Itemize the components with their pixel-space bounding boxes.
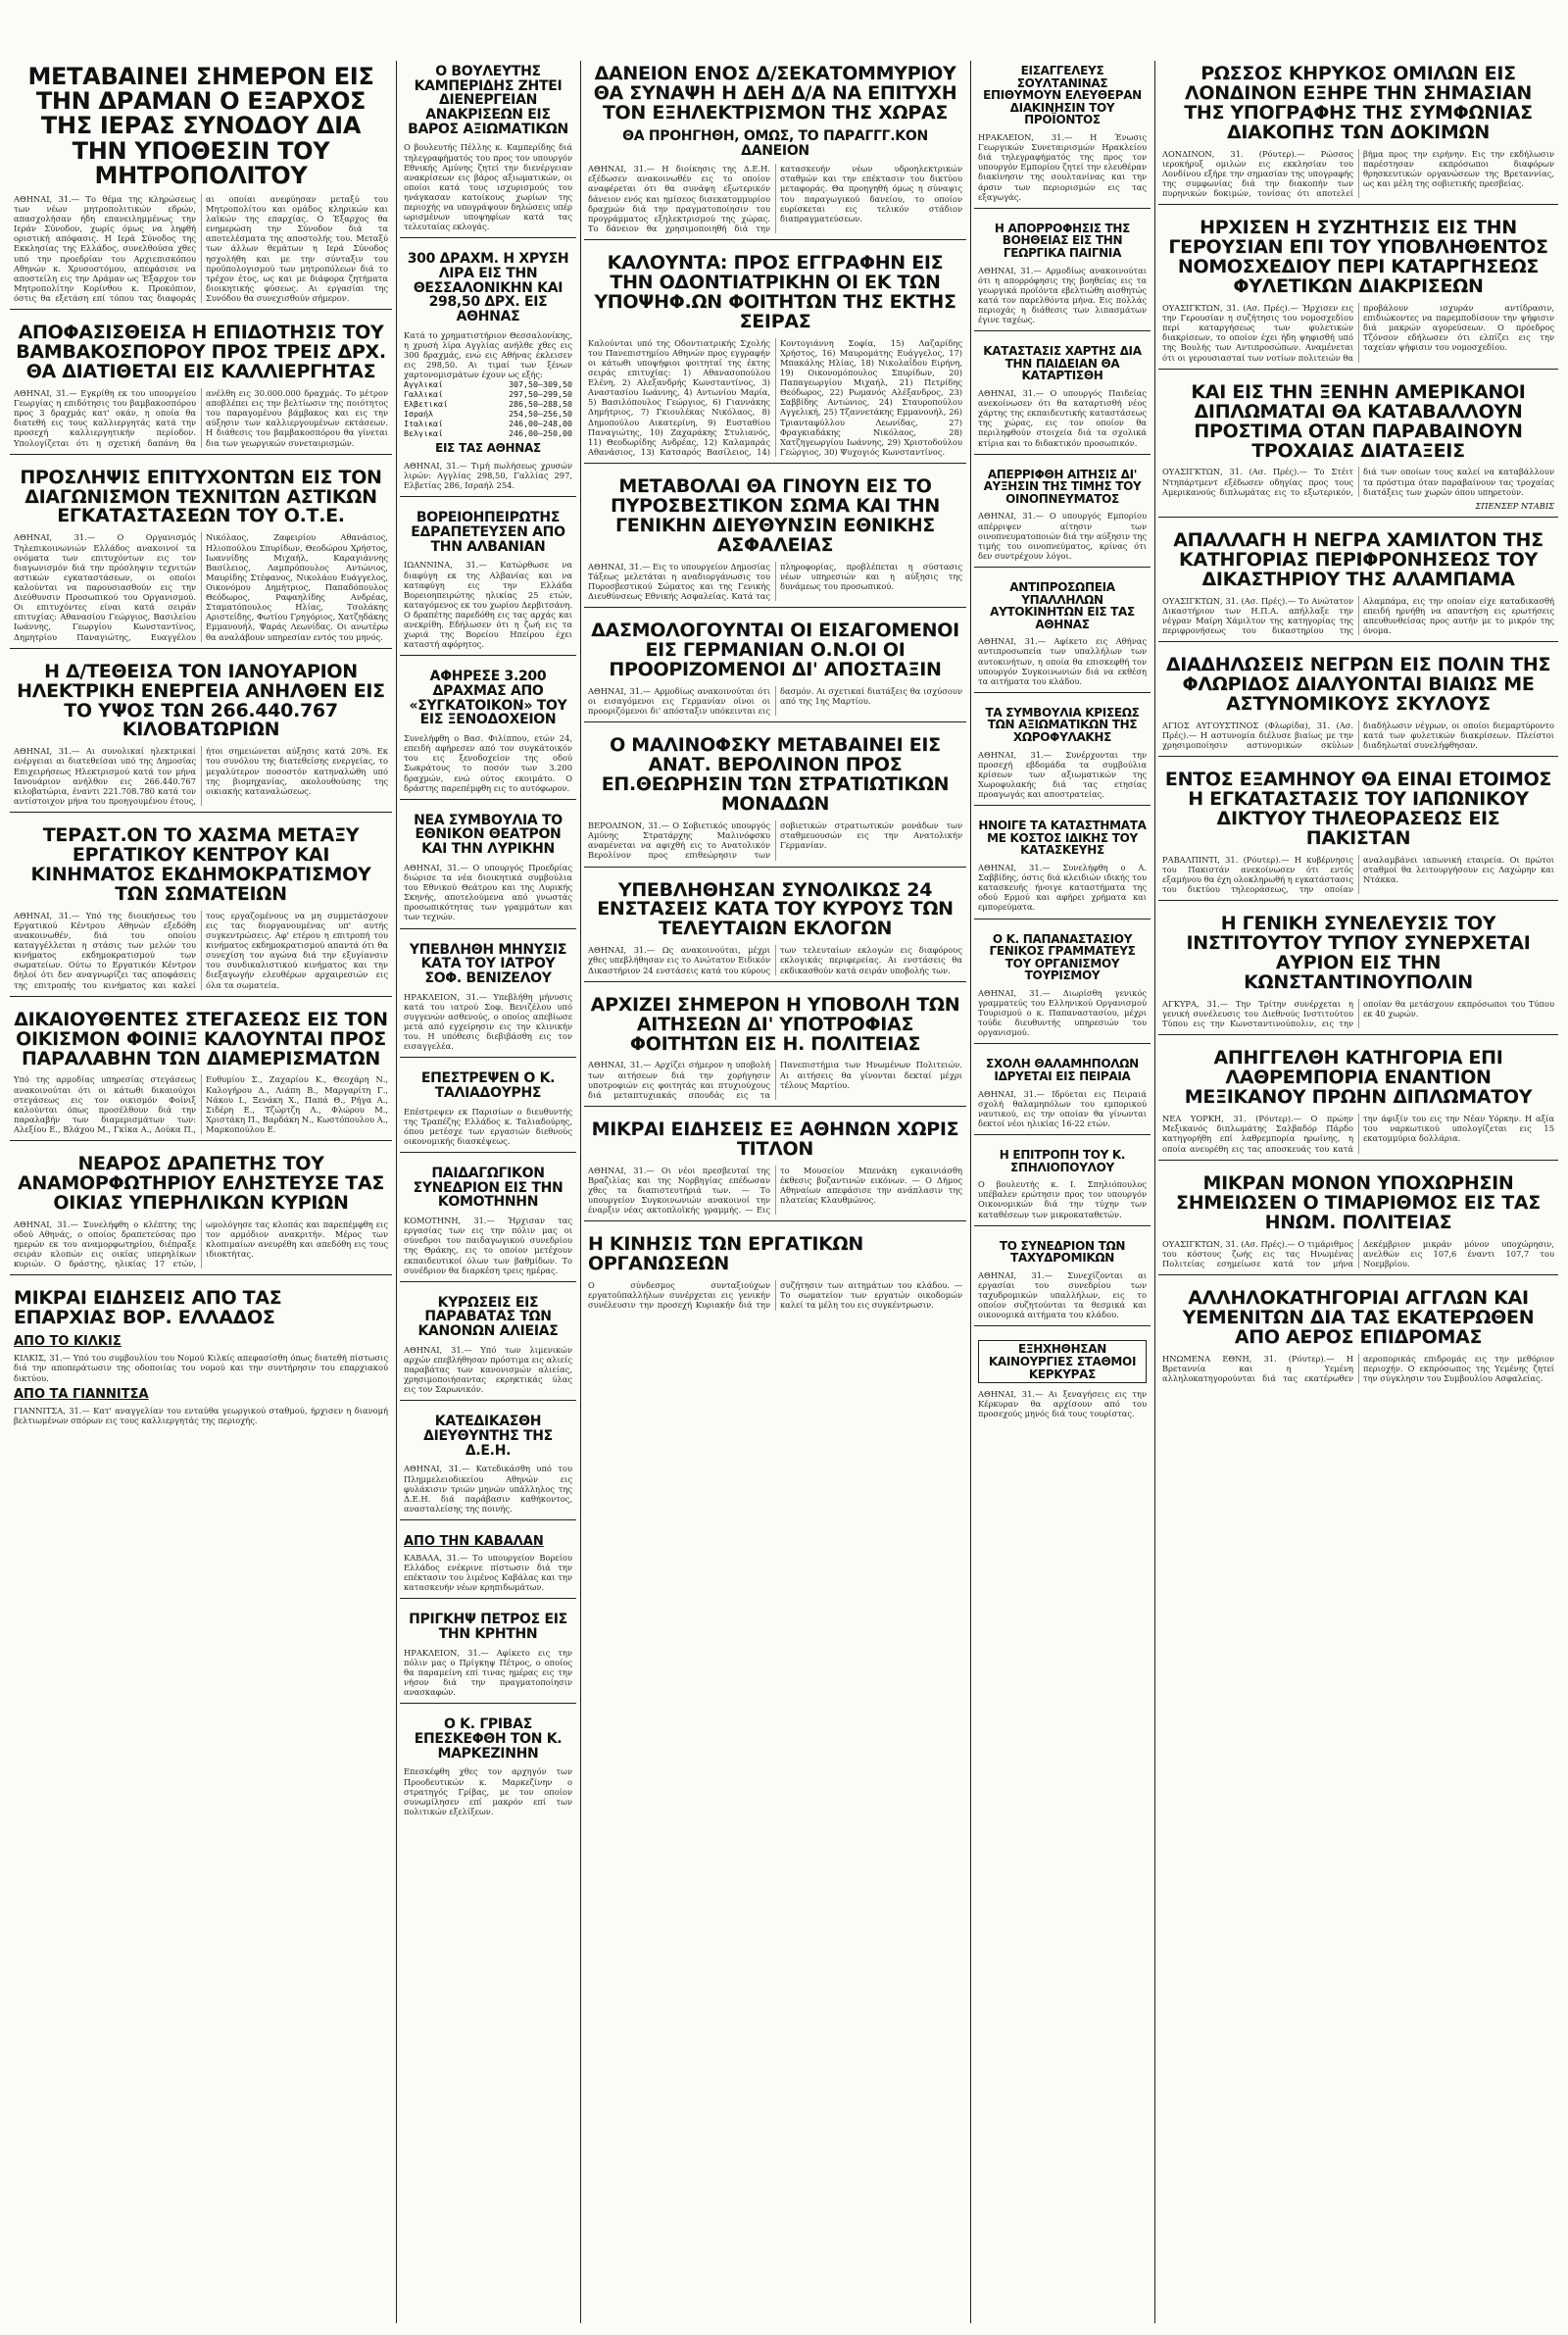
article-body: Ο σύνδεσμος συνταξιούχων εργατοϋπαλλήλων συνέρχεται εις γενικήν συνέλευσιν την προσεχή Κυριακήν διά την συζήτησιν των αιτημάτων του κλάδου. — Το σωματείον των εργατών οικοδομών καλεί τα μέλη του εις συγκέντρωσιν. <box>588 1280 962 1311</box>
headline: Ο Κ. ΠΑΠΑΝΑΣΤΑΣΙΟΥ ΓΕΝΙΚΟΣ ΓΡΑΜΜΑΤΕΥΣ ΤΟΥ ΟΡΓΑΝΙΣΜΟΥ ΤΟΥΡΙΣΜΟΥ <box>989 931 1136 983</box>
rate-currency: Αγγλικαί <box>404 379 443 390</box>
headline: Η ΕΠΙΤΡΟΠΗ ΤΟΥ Κ. ΣΠΗΛΙΟΠΟΥΛΟΥ <box>999 1148 1126 1174</box>
article-grivas <box>400 1714 576 1822</box>
article-sultanina <box>974 61 1151 209</box>
headline: ΔΙΑΔΗΛΩΣΕΙΣ ΝΕΓΡΩΝ ΕΙΣ ΠΟΛΙΝ ΤΗΣ ΦΛΩΡΙΔΟΣ ΔΙΑΛΥΟΝΤΑΙ ΒΙΑΙΩΣ ΜΕ ΑΣΤΥΝΟΜΙΚΟΥΣ ΣΚΥΛΟΥΣ <box>1165 654 1551 715</box>
exchange-rate-table <box>404 379 572 438</box>
rate-currency: Ελβετικαί <box>404 399 448 410</box>
article-dei-loan <box>584 61 966 240</box>
headline: ΜΙΚΡΑΝ ΜΟΝΟΝ ΥΠΟΧΩΡΗΣΙΝ ΣΗΜΕΙΩΣΕΝ Ο ΤΙΜΑΡΙΘΜΟΣ ΕΙΣ ΤΑΣ ΗΝΩΜ. ΠΟΛΙΤΕΙΑΣ <box>1176 1171 1541 1233</box>
article-body: ΑΘΗΝΑΙ, 31.— Οι νέοι πρεσβευταί της Βραζιλίας και της Νορβηγίας επέδωσαν χθες τα διαπιστευτήριά των. — Το υπουργείον Συγκοινωνιών ανακοινοί την έναρξιν νέας ακτοπλοϊκής γραμμής. — Εις το Μουσείον Μπενάκη εγκαινιάσθη έκθεσις βυζαντινών εικόνων. — Ο Δήμος Αθηναίων απεφάσισε την ανάπλασιν της πλατείας Κλαυθμώνος. <box>588 1165 962 1216</box>
article-body: ΡΑΒΑΛΠΙΝΤΙ, 31. (Ρόυτερ).— Η κυβέρνησις του Πακιστάν ανεκοίνωσεν ότι εντός εξαμήνου θα έχη ολοκληρωθή η εγκατάστασις του δικτύου τηλεοράσεως, την οποίαν αναλαμβάνει ιαπωνική εταιρεία. Οι πρώτοι σταθμοί θα λειτουργήσουν εις Λαχώρην και Ντάκκα. <box>1162 854 1554 895</box>
article-fire-brigade <box>584 473 966 608</box>
article-body: ΑΓΙΟΣ ΑΥΓΟΥΣΤΙΝΟΣ (Φλωρίδα), 31. (Ασ. Πρές).— Η αστυνομία διέλυσε βιαίως με την χρησιμοποίησιν αστυνομικών σκύλων διαδήλωσιν νέγρων, οι οποίοι διεμαρτύροντο κατά των φυλετικών διακρίσεων. Πλείστοι διαδηλωταί συνελήφθησαν. <box>1162 720 1554 751</box>
article-gold-sovereign <box>400 248 576 497</box>
rate-row <box>404 379 572 389</box>
article-body: ΟΥΑΣΙΓΚΤΩΝ, 31. (Ασ. Πρές).— Ήρχισεν εις την Γερουσίαν η συζήτησις του νομοσχεδίου περί καταργήσεως των φυλετικών διακρίσεων, το οποίον έχει ήδη ψηφισθή υπό της Βουλής των Αντιπροσώπων. Αναμένεται ότι οι γερουσιασταί των νοτίων πολιτειών θα προβάλουν ισχυράν αντίδρασιν, επιδιώκοντες να παρεμποδίσουν την ψήφισιν διά μακρών αγορεύσεων. Ο πρόεδρος Τζόνσον εδήλωσεν ότι ελπίζει εις την ταχείαν ψήφισιν του νομοσχεδίου. <box>1162 303 1554 363</box>
rate-value: 297,50—299,50 <box>509 389 572 400</box>
headline: Η ΓΕΝΙΚΗ ΣΥΝΕΛΕΥΣΙΣ ΤΟΥ ΙΝΣΤΙΤΟΥΤΟΥ ΤΥΠΟΥ ΣΥΝΕΡΧΕΤΑΙ ΑΥΡΙΟΝ ΕΙΣ ΤΗΝ ΚΩΝΣΤΑΝΤΙΝΟΥΠΟΛΙΝ <box>1186 913 1531 994</box>
headline: ΚΥΡΩΣΕΙΣ ΕΙΣ ΠΑΡΑΒΑΤΑΣ ΤΩΝ ΚΑΝΟΝΩΝ ΑΛΙΕΙΑΣ <box>417 1294 559 1340</box>
article-russian-preacher <box>1158 61 1558 205</box>
headline: Ο Κ. ΓΡΙΒΑΣ ΕΠΕΣΚΕΦΘΗ ΤΟΝ Κ. ΜΑΡΚΕΖΙΝΗΝ <box>414 1716 563 1762</box>
article-body: ΑΘΗΝΑΙ, 31.— Υπό της διοικήσεως του Εργατικού Κέντρου Αθηνών εξεδόθη ανακοινωθέν, διά του οποίου καταγγέλλεται η στάσις των μελών του κινήματος εκδημοκρατισμού των σωματείων. Ούτω το Εργατικόν Κέντρον δηλοί ότι δεν αναγνωρίζει τας αποφάσεις της επιτροπής του κινήματος και καλεί τους εργαζομένους να μη συμμετάσχουν εις τας διοργανουμένας υπ' αυτής συγκεντρώσεις. Αφ' ετέρου η επιτροπή του κινήματος εκδημοκρατισμού απαντά ότι θα συνεχίση τον αγώνα διά την εξυγίανσιν του συνδικαλιστικού κινήματος και την διεξαγωγήν ελευθέρων αρχαιρεσιών εις όλα τα σωματεία. <box>14 910 388 990</box>
headline: Ο ΜΑΛΙΝΟΦΣΚΥ ΜΕΤΑΒΑΙΝΕΙ ΕΙΣ ΑΝΑΤ. ΒΕΡΟΛΙΝΟΝ ΠΡΟΣ ΕΠ.ΘΕΩΡΗΣΙΝ ΤΩΝ ΣΤΡΑΤΙΩΤΙΚΩΝ ΜΟΝΑΔΩΝ <box>601 734 950 816</box>
rate-row <box>404 399 572 409</box>
article-body: ΑΘΗΝΑΙ, 31.— Ο υπουργός Προεδρίας διώρισε τα νέα διοικητικά συμβούλια του Εθνικού Θεάτρου και της Λυρικής Σκηνής, αποτελούμενα από γνωστάς προσωπικότητας των γραμμάτων και των τεχνών. <box>404 862 572 922</box>
rate-value: 246,00—250,00 <box>509 428 572 439</box>
article-housing-phoenix <box>10 1007 392 1141</box>
headline: ΗΡΧΙΣΕΝ Η ΣΥΖΗΤΗΣΙΣ ΕΙΣ ΤΗΝ ΓΕΡΟΥΣΙΑΝ ΕΠΙ ΤΟΥ ΥΠΟΒΛΗΘΕΝΤΟΣ ΝΟΜΟΣΧΕΔΙΟΥ ΠΕΡΙ ΚΑΤΑΡΓΗΣΕΩΣ ΦΥΛΕΤΙΚΩΝ ΔΙΑΚΡΙΣΕΩΝ <box>1168 217 1548 298</box>
article-north-greece-news <box>10 1285 392 1430</box>
article-body: ΑΘΗΝΑΙ, 31.— Το θέμα της κληρώσεως των νέων μητροπολιτικών εδρών, απασχολήσαν ήδη επανειλημμένως την Ιεράν Σύνοδον, χωρίς όμως να ληφθή οριστική απόφασις. Η Ιερά Σύνοδος της Εκκλησίας της Ελλάδος, συνελθούσα χθες υπό την προεδρίαν του Αρχιεπισκόπου Αθηνών κ. Χρυσοστόμου, απεφάσισε να αποστείλη εις την Δράμαν ως Έξαρχον τον Μητροπολίτην Κορίνθου κ. Προκόπιον, όστις θα εξετάση επί τόπου τας διαφοράς αι οποίαι ανεφύησαν μεταξύ του Μητροπολίτου και ομάδος κληρικών και λαϊκών της επαρχίας. Ο Έξαρχος θα ενημερώση την Σύνοδον διά τα αποτελέσματα της αποστολής του. Μεταξύ των άλλων θεμάτων η Ιερά Σύνοδος ησχολήθη και με την σύνταξιν του προϋπολογισμού των μητροπόλεων διά το τρέχον έτος, ως και με διάφορα ζητήματα διοικητικής φύσεως. Αι εργασίαι της Συνόδου θα συνεχισθούν σήμερον. <box>14 193 388 304</box>
article-labour-movement <box>584 1231 966 1316</box>
headline: ΜΙΚΡΑΙ ΕΙΔΗΣΕΙΣ ΕΞ ΑΘΗΝΩΝ ΧΩΡΙΣ ΤΙΤΛΟΝ <box>591 1118 959 1160</box>
article-body: Υπό της αρμοδίας υπηρεσίας στεγάσεως ανακοινούται ότι οι κάτωθι δικαιούχοι στεγάσεως εις τον οικισμόν Φοίνιξ καλούνται όπως προσέλθουν διά την παραλαβήν των διαμερισμάτων των: Αλεξίου Ε., Βλάχου Μ., Γκίκα Α., Δούκα Π., Ευθυμίου Σ., Ζαχαρίου Κ., Θεοχάρη Ν., Καλογήρου Δ., Λιάπη Β., Μαργαρίτη Γ., Νάκου Ι., Ξενάκη Χ., Παπά Θ., Ρήγα Α., Σιδέρη Ε., Τζώρτζη Λ., Φλώρου Μ., Χριστάκη Π., Βαρδάκη Ν., Κωστόπουλου Α., Μαρκοπούλου Ε. <box>14 1074 388 1135</box>
article-hotel-theft <box>400 666 576 799</box>
article-body: ΑΘΗΝΑΙ, 31.— Υπό των λιμενικών αρχών επεβλήθησαν πρόστιμα εις αλιείς παραβάτας των κανονισμών αλιείας, χρησιμοποιήσαντας εκρηκτικάς ύλας εις τον Σαρωνικόν. <box>404 1344 572 1395</box>
rate-row <box>404 409 572 419</box>
article-albania-escape <box>400 507 576 656</box>
subheading: ΕΙΣ ΤΑΣ ΑΘΗΝΑΣ <box>435 441 541 456</box>
rate-currency: Γαλλικαί <box>404 389 443 400</box>
article-body: ΑΘΗΝΑΙ, 31.— Ιδρύεται εις Πειραιά σχολή θαλαμηπόλων του εμπορικού ναυτικού, εις την οποίαν θα γίνωνται δεκτοί νέοι ηλικίας 16-22 ετών. <box>978 1088 1147 1128</box>
headline: ΠΑΙΔΑΓΩΓΙΚΟΝ ΣΥΝΕΔΡΙΟΝ ΕΙΣ ΤΗΝ ΚΟΜΟΤΗΝΗΝ <box>413 1166 564 1211</box>
headline: ΤΕΡΑΣΤ.ΟΝ ΤΟ ΧΑΣΜΑ ΜΕΤΑΞΥ ΕΡΓΑΤΙΚΟΥ ΚΕΝΤΡΟΥ ΚΑΙ ΚΙΝΗΜΑΤΟΣ ΕΚΔΗΜΟΚΡΑΤΙΣΜΟΥ ΤΩΝ ΣΩΜΑΤΕΙΩΝ <box>30 824 371 905</box>
headline: ΚΑΤΑΣΤΑΣΙΣ ΧΑΡΤΗΣ ΔΙΑ ΤΗΝ ΠΑΙΔΕΙΑΝ ΘΑ ΚΑΤΑΡΤΙΣΘΗ <box>983 344 1142 383</box>
headline: ΑΝΤΙΠΡΟΣΩΠΕΙΑ ΥΠΑΛΛΗΛΩΝ ΑΥΤΟΚΙΝΗΤΩΝ ΕΙΣ ΤΑΣ ΑΘΗΝΑΣ <box>990 579 1135 631</box>
article-body: ΑΘΗΝΑΙ, 31.— Ο υπουργός Εμπορίου απέρριψεν αίτησιν των οινοπνευματοποιών διά την αύξησιν της τιμής του οινοπνεύματος, κρίνας ότι δεν συντρέχουν λόγοι. <box>978 511 1147 561</box>
article-body: ΚΑΒΑΛΑ, 31.— Το υπουργείον Βορείου Ελλάδος ενέκρινε πίστωσιν διά την επέκτασιν του λιμένος Καβάλας και την κατασκευήν νέων κρηπιδωμάτων. <box>404 1552 572 1593</box>
article-body: ΑΘΗΝΑΙ, 31.— Ο υπουργός Παιδείας ανεκοίνωσεν ότι θα καταρτισθή νέος χάρτης της εκπαιδευτικής καταστάσεως της χώρας, εις τον οποίον θα περιληφθούν στοιχεία διά τα σχολικά κτίρια και το διδακτικόν προσωπικόν. <box>978 387 1147 448</box>
article-body: ΑΘΗΝΑΙ, 31.— Εις το υπουργείον Δημοσίας Τάξεως μελετάται η αναδιοργάνωσις του Πυροσβεστικού Σώματος και της Γενικής Διευθύνσεως Εθνικής Ασφαλείας. Κατά τας πληροφορίας, προβλέπεται η σύστασις νέων υπηρεσιών και η αύξησις της δυνάμεως του προσωπικού. <box>588 561 962 602</box>
article-body: ΝΕΑ ΥΟΡΚΗ, 31. (Ρόυτερ).— Ο πρώην Μεξικανός διπλωμάτης Σαλβαδόρ Πάρδο κατηγορήθη επί λαθρεμπορία ηρωίνης, η οποία ανευρέθη εις τας αποσκευάς του κατά την άφιξίν του εις την Νέαν Υόρκην. Η αξία του ναρκωτικού υπολογίζεται εις 15 εκατομμύρια δολλάρια. <box>1162 1114 1554 1154</box>
article-education-map <box>974 341 1151 454</box>
rate-value: 246,00—248,00 <box>509 419 572 429</box>
column-4 <box>974 61 1151 2323</box>
article-body: ΑΘΗΝΑΙ, 31.— Τιμή πωλήσεως χρυσών λιρών: Αγγλίας 298,50, Γαλλίας 297, Ελβετίας 286, Ισραήλ 254. <box>404 461 572 491</box>
headline: ΝΕΑ ΣΥΜΒΟΥΛΙΑ ΤΟ ΕΘΝΙΚΟΝ ΘΕΑΤΡΟΝ ΚΑΙ ΤΗΝ ΛΥΡΙΚΗΝ <box>414 812 563 858</box>
article-body: ΑΘΗΝΑΙ, 31.— Η διοίκησις της Δ.Ε.Η. εξέδωσεν ανακοινωθέν εις το οποίον αναφέρεται ότι θα συνάψη εξωτερικόν δάνειον ενός και ημίσεος δισεκατομμυρίου δραχμών διά την πραγματοποίησιν του προγράμματος εξηλεκτρισμού της χώρας. Το δάνειον θα χρησιμοποιηθή διά την κατασκευήν νέων υδροηλεκτρικών σταθμών και την επέκτασιν του δικτύου μεταφοράς. Θα προηγηθή όμως η σύναψις του παραγωγικού δανείου, το οποίον ευρίσκεται εις τελικόν στάδιον διαπραγματεύσεων. <box>588 164 962 233</box>
column-rule <box>970 61 971 2323</box>
article-body: ΗΡΑΚΛΕΙΟΝ, 31.— Υπεβλήθη μήνυσις κατά του ιατρού Σοφ. Βενιζέλου υπό συγγενών ασθενούς, ο οποίος απεβίωσε μετά από εγχείρησιν εις την κλινικήν του. Η υπόθεσις διεβιβάσθη εις τον εισαγγελέα. <box>404 991 572 1052</box>
rate-value: 307,50—309,50 <box>509 379 572 390</box>
headline: Η ΑΠΟΡΡΟΦΗΣΙΣ ΤΗΣ ΒΟΗΘΕΙΑΣ ΕΙΣ ΤΗΝ ΓΕΩΡΓΙΚΑ ΠΑΙΓΝΙΑ <box>994 221 1131 260</box>
article-body: Ο βουλευτής Πέλλης κ. Καμπερίδης διά τηλεγραφήματός του προς τον υπουργόν Εθνικής Αμύνης ζητεί την διενέργειαν ανακρίσεων εις βάρος αξιωματικών, οι οποίοι κατά τους ισχυρισμούς του ηνάγκασαν κατοίκους χωρίων της περιοχής να υπογράψουν δηλώσεις υπέρ ωρισμένων υποψηφίων κατά τας τελευταίας εκλογάς. <box>404 142 572 232</box>
rate-value: 286,50—288,50 <box>509 399 572 410</box>
article-body: ΓΙΑΝΝΙΤΣΑ, 31.— Κατ' αναγγελίαν του ενταύθα γεωργικού σταθμού, ήρχισεν η διανομή βελτιωμένων σπόρων εις τους καλλιεργητάς της περιοχής. <box>14 1405 388 1425</box>
article-body: ΟΥΑΣΙΓΚΤΩΝ, 31. (Ασ. Πρές).— Ο τιμάριθμος του κόστους ζωής εις τας Ηνωμένας Πολιτείας εσημείωσε κατά τον μήνα Δεκέμβριον μικράν μόνον υποχώρησιν, ανελθών εις 107,6 έναντι 107,7 του Νοεμβρίου. <box>1162 1238 1554 1268</box>
headline: ΑΡΧΙΖΕΙ ΣΗΜΕΡΟΝ Η ΥΠΟΒΟΛΗ ΤΩΝ ΑΙΤΗΣΕΩΝ ΔΙ' ΥΠΟΤΡΟΦΙΑΣ ΦΟΙΤΗΤΩΝ ΕΙΣ Η. ΠΟΛΙΤΕΙΑΣ <box>590 993 960 1055</box>
headline: ΥΠΕΒΛΗΘΗ ΜΗΝΥΣΙΣ ΚΑΤΑ ΤΟΥ ΙΑΤΡΟΥ ΣΟΦ. ΒΕΝΙΖΕΛΟΥ <box>409 941 567 986</box>
headline: ΑΠΗΓΓΕΛΘΗ ΚΑΤΗΓΟΡΙΑ ΕΠΙ ΛΑΘΡΕΜΠΟΡΙΑ ΕΝΑΝΤΙΟΝ ΜΕΞΙΚΑΝΟΥ ΠΡΩΗΝ ΔΙΠΛΩΜΑΤΟΥ <box>1184 1047 1533 1109</box>
subheading: ΑΠΟ ΤΟ ΚΙΛΚΙΣ <box>14 1334 122 1350</box>
headline: ΔΙΚΑΙΟΥΘΕΝΤΕΣ ΣΤΕΓΑΣΕΩΣ ΕΙΣ ΤΟΝ ΟΙΚΙΣΜΟΝ ΦΟΙΝΙΞ ΚΑΛΟΥΝΤΑΙ ΠΡΟΣ ΠΑΡΑΛΑΒΗΝ ΤΩΝ ΔΙΑΜΕΡΙΣΜΑΤΩΝ <box>14 1008 388 1069</box>
article-cotton-seed <box>10 320 392 454</box>
headline: ΡΩΣΣΟΣ ΚΗΡΥΚΟΣ ΟΜΙΛΩΝ ΕΙΣ ΛΟΝΔΙΝΟΝ ΕΞΗΡΕ ΤΗΝ ΣΗΜΑΣΙΑΝ ΤΗΣ ΥΠΟΓΡΑΦΗΣ ΤΗΣ ΣΥΜΦΩΝΙΑΣ ΔΙΑΚΟΠΗΣ ΤΩΝ ΔΟΚΙΜΩΝ <box>1184 63 1533 143</box>
headline: ΑΛΛΗΛΟΚΑΤΗΓΟΡΙΑΙ ΑΓΓΛΩΝ ΚΑΙ ΥΕΜΕΝΙΤΩΝ ΔΙΑ ΤΑΣ ΕΚΑΤΕΡΩΘΕΝ ΑΠΟ ΑΕΡΟΣ ΕΠΙΔΡΟΜΑΣ <box>1182 1286 1535 1348</box>
article-body: ΑΘΗΝΑΙ, 31.— Εγκρίθη εκ του υπουργείου Γεωργίας η επιδότησις του βαμβακοσπόρου προς 3 δραχμάς κατ' οκάν, η οποία θα διατεθή εις τους καλλιεργητάς κατά την προσεχή καλλιεργητικήν περίοδον. Υπολογίζεται ότι η σχετική δαπάνη θα ανέλθη εις 30.000.000 δραχμάς. Το μέτρον αποβλέπει εις την βελτίωσιν της ποιότητος του παραγομένου βάμβακος και εις την αύξησιν των καλλιεργουμένων εκτάσεων. Η διάθεσις του βαμβακοσπόρου θα γίνεται δια των γεωργικών συνεταιρισμών. <box>14 387 388 448</box>
rate-row <box>404 428 572 438</box>
article-florida-protests <box>1158 652 1558 757</box>
article-vehicle-staff <box>974 577 1151 693</box>
article-dental-school <box>584 250 966 464</box>
rate-currency: Βελγικαί <box>404 428 443 439</box>
article-body: ΑΘΗΝΑΙ, 31.— Διωρίσθη γενικός γραμματεύς του Ελληνικού Οργανισμού Τουρισμού ο κ. Παπαναστασίου, μέχρι τούδε διευθυντής υπηρεσιών του οργανισμού. <box>978 987 1147 1038</box>
headline: ΕΙΣΑΓΓΕΛΕΥΣ ΣΟΥΛΤΑΝΙΝΑΣ ΕΠΙΘΥΜΟΥΝ ΕΛΕΥΘΕΡΑΝ ΔΙΑΚΙΝΗΣΙΝ ΤΟΥ ΠΡΟΪΟΝΤΟΣ <box>983 64 1142 127</box>
article-alcohol-price <box>974 465 1151 568</box>
headline: ΚΑΛΟΥΝΤΑ: ΠΡΟΣ ΕΓΓΡΑΦΗΝ ΕΙΣ ΤΗΝ ΟΔΟΝΤΙΑΤΡΙΚΗΝ ΟΙ ΕΚ ΤΩΝ ΥΠΟΨΗΦ.ΩΝ ΦΟΙΤΗΤΩΝ ΤΗΣ ΕΚΤΗΣ ΣΕΙΡΑΣ <box>594 251 956 332</box>
column-5 <box>1158 61 1558 2323</box>
headline: ΑΦΗΡΕΣΕ 3.200 ΔΡΑΧΜΑΣ ΑΠΟ «ΣΥΓΚΑΤΟΙΚΟΝ» ΤΟΥ ΕΙΣ ΞΕΝΟΔΟΧΕΙΟΝ <box>409 669 567 728</box>
article-kamperidis <box>400 61 576 238</box>
article-tourism-secretary <box>974 929 1151 1045</box>
headline: ΤΑ ΣΥΜΒΟΥΛΙΑ ΚΡΙΣΕΩΣ ΤΩΝ ΑΞΙΩΜΑΤΙΚΩΝ ΤΗΣ ΧΩΡΟΦΥΛΑΚΗΣ <box>985 705 1140 745</box>
headline: ΜΕΤΑΒΑΙΝΕΙ ΣΗΜΕΡΟΝ ΕΙΣ ΤΗΝ ΔΡΑΜΑΝ Ο ΕΞΑΡΧΟΣ ΤΗΣ ΙΕΡΑΣ ΣΥΝΟΔΟΥ ΔΙΑ ΤΗΝ ΥΠΟΘΕΣΙΝ ΤΟΥ ΜΗΤΡΟΠΟΛΙΤΟΥ <box>27 63 374 189</box>
subheading: ΑΠΟ ΤΗΝ ΚΑΒΑΛΑΝ <box>404 1533 544 1549</box>
column-3 <box>584 61 966 2323</box>
headline: Η ΚΙΝΗΣΙΣ ΤΩΝ ΕΡΓΑΤΙΚΩΝ ΟΡΓΑΝΩΣΕΩΝ <box>588 1233 864 1275</box>
article-spiliopoulos <box>974 1145 1151 1226</box>
column-rule <box>1154 61 1155 2323</box>
rate-value: 254,50—256,50 <box>509 409 572 420</box>
article-metropolitan <box>10 61 392 310</box>
article-body: ΑΘΗΝΑΙ, 31.— Συνέρχονται την προσεχή εβδομάδα τα συμβούλια κρίσεων των αξιωματικών της Χωροφυλακής διά τας ετησίας προαγωγάς και αποστρατείας. <box>978 749 1147 800</box>
article-body: ΟΥΑΣΙΓΚΤΩΝ, 31. (Ασ. Πρές).— Το Ανώτατον Δικαστήριον των Η.Π.Α. απήλλαξε την νέγραν Μαίρη Χάμιλτον της κατηγορίας της περιφρονήσεως του δικαστηρίου της Αλαμπάμα, εις την οποίαν είχε καταδικασθή επειδή ηρνήθη να απαντήση εις ερωτήσεις απευθυνθείσας προς αυτήν με το μικρόν της όνομα. <box>1162 595 1554 635</box>
article-athens-briefs <box>584 1117 966 1221</box>
headline: Ο ΒΟΥΛΕΥΤΗΣ ΚΑΜΠΕΡΙΔΗΣ ΖΗΤΕΙ ΔΙΕΝΕΡΓΕΙΑΝ ΑΝΑΚΡΙΣΕΩΝ ΕΙΣ ΒΑΡΟΣ ΑΞΙΩΜΑΤΙΚΩΝ <box>408 64 568 137</box>
article-us-price-index <box>1158 1170 1558 1275</box>
article-body: ΗΝΩΜΕΝΑ ΕΘΝΗ, 31. (Ρόυτερ).— Η Βρεταννία και η Υεμένη αλληλοκατηγορούνται διά τας εκατέρωθεν αεροπορικάς επιδρομάς εις την μεθόριον περιοχήν. Ο εκπρόσωπος της Υεμένης ζητεί την σύγκλησιν του Συμβουλίου Ασφαλείας. <box>1162 1353 1554 1383</box>
article-body: ΑΘΗΝΑΙ, 31.— Συνελήφθη ο Α. Σαββίδης, όστις διά κλειδιών ιδικής του κατασκευής ήνοιγε καταστήματα της οδού Ερμού και αφήρει χρήματα και εμπορεύματα. <box>978 862 1147 913</box>
article-prince-peter <box>400 1609 576 1704</box>
article-body: ΗΡΑΚΛΕΙΟΝ, 31.— Αφίκετο εις την πόλιν μας ο Πρίγκηψ Πέτρος, ο οποίος θα παραμείνη επί τινας ημέρας εις την νήσον διά την πραγματοποίησιν ανασκαφών. <box>404 1647 572 1698</box>
article-malinovsky <box>584 732 966 867</box>
headline: 300 ΔΡΑΧΜ. Η ΧΡΥΣΗ ΛΙΡΑ ΕΙΣ ΤΗΝ ΘΕΣΣΑΛΟΝΙΚΗΝ ΚΑΙ 298,50 ΔΡΧ. ΕΙΣ ΑΘΗΝΑΣ <box>407 251 569 325</box>
article-body: ΒΕΡΟΛΙΝΟΝ, 31.— Ο Σοβιετικός υπουργός Αμύνης Στρατάρχης Μαλινόφσκυ αναμένεται να αφιχθή εις το Ανατολικόν Βερολίνον προς επιθεώρησιν των σοβιετικών στρατιωτικών μονάδων των σταθμευουσών εις την Ανατολικήν Γερμανίαν. <box>588 820 962 861</box>
article-electricity <box>10 659 392 813</box>
headline: ΚΑΤΕΔΙΚΑΣΘΗ ΔΙΕΥΘΥΝΤΗΣ ΤΗΣ Δ.Ε.Η. <box>423 1414 553 1459</box>
article-body: ΟΥΑΣΙΓΚΤΩΝ, 31. (Ασ. Πρές).— Το Στέιτ Ντηπάρτμεντ εξέδωσεν οδηγίας προς τους Αμερικανούς διπλωμάτας εις το εξωτερικόν, διά των οποίων τους καλεί να καταβάλλουν τα πρόστιμα όταν παραβαίνουν τας τροχαίας διατάξεις των χωρών όπου υπηρετούν. <box>1162 467 1554 497</box>
article-stewards-school <box>974 1054 1151 1135</box>
article-body: ΑΓΚΥΡΑ, 31.— Την Τρίτην συνέρχεται η γενική συνέλευσις του Διεθνούς Ινστιτούτου Τύπου εις την Κωνσταντινούπολιν, εις την οποίαν θα μετάσχουν εκπρόσωποι του Τύπου εκ 40 χωρών. <box>1162 999 1554 1029</box>
article-body: Συνελήφθη ο Βασ. Φιλίππου, ετών 24, επειδή αφήρεσεν από τον συγκάτοικόν του εις ξενοδοχείον της οδού Σωκράτους το ποσόν των 3.200 δραχμών, ενώ ούτος εκοιμάτο. Ο δράστης παρεπέμφθη εις το αυτόφωρον. <box>404 733 572 793</box>
headline: ΕΠΕΣΤΡΕΨΕΝ Ο Κ. ΤΑΛΙΑΔΟΥΡΗΣ <box>420 1070 556 1101</box>
column-rule <box>396 61 397 2323</box>
article-body: ΑΘΗΝΑΙ, 31.— Αρμοδίως ανακοινούται ότι η απορρόφησις της βοηθείας εις τα γεωργικά προϊόντα εβελτιώθη αισθητώς κατά τον παρελθόντα μήνα. Εις πολλάς περιοχάς η διάθεσις των λιπασμάτων έγινε ταχέως. <box>978 265 1147 325</box>
article-body: ΙΩΑΝΝΙΝΑ, 31.— Κατώρθωσε να διαφύγη εκ της Αλβανίας και να καταφύγη εις την Ελλάδα Βορειοηπειρώτης ηλικίας 25 ετών, καταγόμενος εκ του χωρίου Δερβιτσάνη. Ο δραπέτης παρεδόθη εις τας αρχάς και ανεκρίθη. Εδήλωσεν ότι η ζωή εις τα χωριά της Βορείου Ηπείρου έχει καταστή αφόρητος. <box>404 560 572 650</box>
headline: ΠΡΟΣΛΗΨΙΣ ΕΠΙΤΥΧΟΝΤΩΝ ΕΙΣ ΤΟΝ ΔΙΑΓΩΝΙΣΜΟΝ ΤΕΧΝΙΤΩΝ ΑΣΤΙΚΩΝ ΕΓΚΑΤΑΣΤΑΣΕΩΝ ΤΟΥ Ο.Τ.Ε. <box>20 466 382 527</box>
article-fugitive <box>10 1151 392 1275</box>
headline: ΚΑΙ ΕΙΣ ΤΗΝ ΞΕΝΗΝ ΑΜΕΡΙΚΑΝΟΙ ΔΙΠΛΩΜΑΤΑΙ ΘΑ ΚΑΤΑΒΑΛΛΟΥΝ ΠΡΟΣΤΙΜΑ ΟΤΑΝ ΠΑΡΑΒΑΙΝΟΥΝ ΤΡΟΧΑΙΑΣ ΔΙΑΤΑΞΕΙΣ <box>1191 380 1526 462</box>
article-body: Καλούνται υπό της Οδοντιατρικής Σχολής του Πανεπιστημίου Αθηνών προς εγγραφήν οι κάτωθι υποψήφιοι φοιτηταί της έκτης σειράς επιτυχίας: 1) Αθανασοπούλου Ελένη, 2) Αλεξανδρής Κωνσταντίνος, 3) Αναστασίου Ιωάννης, 4) Αντωνίου Μαρία, 5) Βασιλόπουλος Γεώργιος, 6) Γιαννάκης Δημήτριος, 7) Γκιουλέκας Νικόλαος, 8) Δημοπούλου Αικατερίνη, 9) Ευσταθίου Παναγιώτης, 10) Ζαχαράκης Στυλιανός, 11) Θεοδωρίδης Ανδρέας, 12) Καλαμαράς Αθανάσιος, 13) Κατσαρός Βασίλειος, 14) Κοντογιάννη Σοφία, 15) Λαζαρίδης Χρήστος, 16) Μαυρομάτης Ευάγγελος, 17) Μπακάλης Ηλίας, 18) Νικολαΐδου Ειρήνη, 19) Οικονομόπουλος Σπυρίδων, 20) Παπαγεωργίου Μιχαήλ, 21) Πετρίδης Θεόδωρος, 22) Ρωμανός Αλέξανδρος, 23) Σαββίδης Αντώνιος, 24) Σταυροπούλου Αγγελική, 25) Τζαννετάκης Εμμανουήλ, 26) Τριανταφύλλου Λεωνίδας, 27) Φραγκιαδάκης Νικόλαος, 28) Χατζηγεωργίου Ιωάννης, 29) Χριστοδούλου Γεώργιος, 30) Ψυχογιός Κωνσταντίνος. <box>588 337 962 457</box>
rate-currency: Ισραήλ <box>404 409 433 420</box>
subheadline: ΘΑ ΠΡΟΗΓΗΘΗ, ΟΜΩΣ, ΤΟ ΠΑΡΑΓΓΓ.ΚΟΝ ΔΑΝΕΙΟΝ <box>622 127 928 159</box>
article-body: ΚΟΜΟΤΗΝΗ, 31.— Ήρχισαν τας εργασίας των εις την πόλιν μας οι σύνεδροι του παιδαγωγικού συνεδρίου της Θράκης, εις το οποίον μετέχουν εκπαιδευτικοί όλων των βαθμίδων. Το συνέδριον θα διαρκέση τρεις ημέρας. <box>404 1216 572 1275</box>
byline: ΣΠΕΝΣΕΡ ΝΤΑΒΙΣ <box>1475 500 1554 511</box>
column-rule <box>580 61 581 2323</box>
article-labour-gap <box>10 822 392 997</box>
article-germany-wines <box>584 618 966 722</box>
article-postal-congress <box>974 1236 1151 1327</box>
article-body: ΑΘΗΝΑΙ, 31.— Ως ανακοινούται, μέχρι χθες υπεβλήθησαν εις το Ανώτατον Ειδικόν Δικαστήριον 24 ενστάσεις κατά του κύρους των τελευταίων εκλογών εις διαφόρους εκλογικάς περιφερείας. Αι ενστάσεις θα εκδικασθούν κατά σειράν υποβολής των. <box>588 945 962 975</box>
article-mexican-diplomat <box>1158 1045 1558 1160</box>
article-body: ΑΘΗΝΑΙ, 31.— Κατεδικάσθη υπό του Πλημμελειοδικείου Αθηνών εις φυλάκισιν τριών μηνών υπάλληλος της Δ.Ε.Η. διά παράβασιν καθήκοντος, ανασταλείσης της ποινής. <box>404 1464 572 1514</box>
article-body: Επεσκέφθη χθες τον αρχηγόν των Προοδευτικών κ. Μαρκεζίνην ο στρατηγός Γρίβας, με τον οποίον συνωμίλησεν επί μακρόν επί των πολιτικών εξελίξεων. <box>404 1766 572 1816</box>
article-kavala <box>400 1530 576 1599</box>
headline: ΔΑΝΕΙΟΝ ΕΝΟΣ Δ/ΣΕΚΑΤΟΜΜΥΡΙΟΥ ΘΑ ΣΥΝΑΨΗ Η ΔΕΗ Δ/Α ΝΑ ΕΠΙΤΥΧΗ ΤΟΝ ΕΞΗΛΕΚΤΡΙΣΜΟΝ ΤΗΣ ΧΩΡΑΣ <box>593 63 957 124</box>
headline: ΔΑΣΜΟΛΟΓΟΥΝΤΑΙ ΟΙ ΕΙΣΑΓΟΜΕΝΟΙ ΕΙΣ ΓΕΡΜΑΝΙΑΝ Ο.Ν.ΟΙ ΟΙ ΠΡΟΟΡΙΖΟΜΕΝΟΙ ΔΙ' ΑΠΟΣΤΑΞΙΝ <box>591 620 959 681</box>
headline: ΑΠΟΦΑΣΙΣΘΕΙΣΑ Η ΕΠΙΔΟΤΗΣΙΣ ΤΟΥ ΒΑΜΒΑΚΟΣΠΟΡΟΥ ΠΡΟΣ ΤΡΕΙΣ ΔΡΧ. ΘΑ ΔΙΑΤΙΘΕΤΑΙ ΕΙΣ ΚΑΛΛΙΕΡΓΗΤΑΣ <box>16 322 386 383</box>
article-body: ΚΙΛΚΙΣ, 31.— Υπό του συμβουλίου του Νομού Κιλκίς απεφασίσθη όπως διατεθή πίστωσις διά την αποπεράτωσιν της οδοποιίας του νομού και την συντήρησιν του επαρχιακού δικτύου. <box>14 1353 388 1383</box>
article-hamilton <box>1158 527 1558 642</box>
headline: Η Δ/ΤΕΘΕΙΣΑ ΤΟΝ ΙΑΝΟΥΑΡΙΟΝ ΗΛΕΚΤΡΙΚΗ ΕΝΕΡΓΕΙΑ ΑΝΗΛΘΕΝ ΕΙΣ ΤΟ ΥΨΟΣ ΤΩΝ 266.440.767 ΚΙΛΟΒΑΤΩΡΙΩΝ <box>17 660 385 741</box>
article-body: ΗΡΑΚΛΕΙΟΝ, 31.— Η Ένωσις Γεωργικών Συνεταιρισμών Ηρακλείου διά τηλεγραφήματός της προς τον υπουργόν Εμπορίου ζητεί την ελευθέραν διακίνησιν της σουλτανίνας και την άρσιν των περιορισμών εις τας εξαγωγάς. <box>978 131 1147 202</box>
article-body: ΛΟΝΔΙΝΟΝ, 31. (Ρόυτερ).— Ρώσσος ιεροκήρυξ ομιλών εις εκκλησίαν του Λονδίνου εξήρε την σημασίαν της υπογραφής της συμφωνίας διά την διακοπήν των πυρηνικών δοκιμών, τονίσας ότι αποτελεί βήμα προς την ειρήνην. Εις την εκδήλωσιν παρέστησαν εκπρόσωποι διαφόρων θρησκευτικών οργανώσεων της Βρεταννίας, ως και μέλη της σοβιετικής πρεσβείας. <box>1162 148 1554 199</box>
article-body: ΑΘΗΝΑΙ, 31.— Αφίκετο εις Αθήνας αντιπροσωπεία των υπαλλήλων των αυτοκινήτων, η οποία θα επισκεφθή τον υπουργόν Συγκοινωνιών διά να εκθέση τα αιτήματα του κλάδου. <box>978 636 1147 686</box>
headline: ΑΠΑΛΛΑΓΗ Η ΝΕΓΡΑ ΧΑΜΙΛΤΟΝ ΤΗΣ ΚΑΤΗΓΟΡΙΑΣ ΠΕΡΙΦΡΟΝΗΣΕΩΣ ΤΟΥ ΔΙΚΑΣΤΗΡΙΟΥ ΤΗΣ ΑΛΑΜΠΑΜΑ <box>1173 528 1544 590</box>
article-senate-civil-rights <box>1158 215 1558 369</box>
headline: ΠΡΙΓΚΗΨ ΠΕΤΡΟΣ ΕΙΣ ΤΗΝ ΚΡΗΤΗΝ <box>409 1612 567 1643</box>
article-body: ΑΘΗΝΑΙ, 31.— Συνεχίζονται αι εργασίαι του συνεδρίου των ταχυδρομικών υπαλλήλων, εις το οποίον συζητούνται τα θεσμικά και οικονομικά αιτήματα του κλάδου. <box>978 1269 1147 1320</box>
subheading: ΑΠΟ ΤΑ ΓΙΑΝΝΙΤΣΑ <box>14 1386 149 1402</box>
headline: ΑΠΕΡΡΙΦΘΗ ΑΙΤΗΣΙΣ ΔΙ' ΑΥΞΗΣΙΝ ΤΗΣ ΤΙΜΗΣ ΤΟΥ ΟΙΝΟΠΝΕΥΜΑΤΟΣ <box>983 467 1142 506</box>
article-ote-hiring <box>10 465 392 649</box>
headline: ΜΕΤΑΒΟΛΑΙ ΘΑ ΓΙΝΟΥΝ ΕΙΣ ΤΟ ΠΥΡΟΣΒΕΣΤΙΚΟΝ ΣΩΜΑ ΚΑΙ ΤΗΝ ΓΕΝΙΚΗΝ ΔΙΕΥΘΥΝΣΙΝ ΕΘΝΙΚΗΣ ΑΣΦΑΛΕΙΑΣ <box>610 475 940 556</box>
article-body: ΑΘΗΝΑΙ, 31.— Αρχίζει σήμερον η υποβολή των αιτήσεων διά την χορήγησιν υποτροφιών εις φοιτητάς και πτυχιούχους διά μεταπτυχιακάς σπουδάς εις τα Πανεπιστήμια των Ηνωμένων Πολιτειών. Αι αιτήσεις θα γίνονται δεκταί μέχρι τέλους Μαρτίου. <box>588 1060 962 1100</box>
article-body: Επέστρεψεν εκ Παρισίων ο διευθυντής της Τραπέζης Ελλάδος κ. Ταλιαδούρης, όπου μετέσχε των εργασιών διεθνούς οικονομικής διασκέψεως. <box>404 1106 572 1146</box>
column-2 <box>400 61 576 2323</box>
article-dei-conviction <box>400 1411 576 1520</box>
article-theatre-boards <box>400 810 576 929</box>
column-1 <box>10 61 392 2323</box>
headline: ΒΟΡΕΙΟΗΠΕΙΡΩΤΗΣ ΕΔΡΑΠΕΤΕΥΣΕΝ ΑΠΟ ΤΗΝ ΑΛΒΑΝΙΑΝ <box>411 510 565 555</box>
article-yemen-raids <box>1158 1285 1558 1389</box>
article-body: Ο βουλευτής κ. Ι. Σπηλιόπουλος υπέβαλεν ερώτησιν προς τον υπουργόν Οικονομικών διά την τύχην των καταθέσεων των μικροκαταθετών. <box>978 1179 1147 1219</box>
article-keys-burglar <box>974 816 1151 919</box>
article-fishing <box>400 1292 576 1402</box>
headline: ΣΧΟΛΗ ΘΑΛΑΜΗΠΟΛΩΝ ΙΔΡΥΕΤΑΙ ΕΙΣ ΠΕΙΡΑΙΑ <box>986 1057 1139 1084</box>
article-komotini-congress <box>400 1163 576 1282</box>
article-body: ΑΘΗΝΑΙ, 31.— Αρμοδίως ανακοινούται ότι οι εισαγόμενοι εις Γερμανίαν οίνοι οι προοριζόμενοι δι' απόσταξιν υπόκεινται εις δασμόν. Αι σχετικαί διατάξεις θα ισχύσουν από της 1ης Μαρτίου. <box>588 686 962 717</box>
article-venizelos-suit <box>400 939 576 1059</box>
headline: ΕΞΗΧΗΘΗΣΑΝ ΚΑΙΝΟΥΡΓΙΕΣ ΣΤΑΘΜΟΙ ΚΕΡΚΥΡΑΣ <box>978 1340 1147 1383</box>
article-diplomat-fines <box>1158 379 1558 518</box>
headline: ΕΝΤΟΣ ΕΞΑΜΗΝΟΥ ΘΑ ΕΙΝΑΙ ΕΤΟΙΜΟΣ Η ΕΓΚΑΤΑΣΤΑΣΙΣ ΤΟΥ ΙΑΠΩΝΙΚΟΥ ΔΙΚΤΥΟΥ ΤΗΛΕΟΡΑΣΕΩΣ ΕΙΣ ΠΑΚΙΣΤΑΝ <box>1164 769 1552 849</box>
article-aid-absorption <box>974 219 1151 331</box>
rate-row <box>404 389 572 399</box>
headline: ΗΝΟΙΓΕ ΤΑ ΚΑΤΑΣΤΗΜΑΤΑ ΜΕ ΚΟΣΤΟΣ ΙΔΙΚΗΣ ΤΟΥ ΚΑΤΑΣΚΕΥΗΣ <box>978 819 1147 858</box>
headline: ΝΕΑΡΟΣ ΔΡΑΠΕΤΗΣ ΤΟΥ ΑΝΑΜΟΡΦΩΤΗΡΙΟΥ ΕΛΗΣΤΕΥΣΕ ΤΑΣ ΟΙΚΙΑΣ ΥΠΕΡΗΛΙΚΩΝ ΚΥΡΙΩΝ <box>17 1153 385 1214</box>
headline: ΤΟ ΣΥΝΕΔΡΙΟΝ ΤΩΝ ΤΑΧΥΔΡΟΜΙΚΩΝ <box>999 1238 1126 1266</box>
article-body: ΑΘΗΝΑΙ, 31.— Συνελήφθη ο κλέπτης της οδού Αθηνάς, ο οποίος δραπετεύσας προ ημερών εκ του αναμορφωτηρίου, διέπραξε σειράν κλοπών εις οικίας υπερηλίκων κυριών. Ο δράστης, ηλικίας 17 ετών, ωμολόγησε τας κλοπάς και παρεπέμφθη εις τον αρμόδιον ανακριτήν. Μέρος των κλοπιμαίων ανευρέθη και απεδόθη εις τους ιδιοκτήτας. <box>14 1218 388 1269</box>
article-election-objections <box>584 877 966 982</box>
article-body: ΑΘΗΝΑΙ, 31.— Αι συνολικαί ηλεκτρικαί ενέργειαι αι διατεθείσαι υπό της Δημοσίας Επιχειρήσεως Ηλεκτρισμού κατά τον μήνα Ιανουάριον ανήλθον εις 266.440.767 κιλοβατώρια, έναντι 221.708.780 κατά τον αντίστοιχον μήνα του προηγουμένου έτους, ήτοι σημειώνεται αύξησις κατά 20%. Εκ του συνόλου της διατεθείσης ενεργείας, το μεγαλύτερον ποσοστόν κατηναλώθη υπό της βιομηχανίας, ακολουθούσης της οικιακής καταναλώσεως. <box>14 746 388 806</box>
article-body: ΑΘΗΝΑΙ, 31.— Αι ξεναγήσεις εις την Κέρκυραν θα αρχίσουν από του προσεχούς μηνός διά τους τουρίστας. <box>978 1389 1147 1419</box>
headline: ΥΠΕΒΛΗΘΗΣΑΝ ΣΥΝΟΛΙΚΩΣ 24 ΕΝΣΤΑΣΕΙΣ ΚΑΤΑ ΤΟΥ ΚΥΡΟΥΣ ΤΩΝ ΤΕΛΕΥΤΑΙΩΝ ΕΚΛΟΓΩΝ <box>597 878 954 940</box>
article-taliadouris <box>400 1068 576 1153</box>
rate-row <box>404 419 572 428</box>
article-us-scholarships <box>584 992 966 1107</box>
headline: ΜΙΚΡΑΙ ΕΙΔΗΣΕΙΣ ΑΠΟ ΤΑΣ ΕΠΑΡΧΙΑΣ ΒΟΡ. ΕΛΛΑΔΟΣ <box>14 1287 282 1329</box>
article-pakistan-tv <box>1158 767 1558 901</box>
article-press-institute <box>1158 911 1558 1035</box>
article-corfu <box>974 1336 1151 1424</box>
rate-currency: Ιταλικαί <box>404 419 443 429</box>
article-body: Κατά το χρηματιστήριον Θεσσαλονίκης, η χρυσή λίρα Αγγλίας ανήλθε χθες εις 300 δραχμάς, ενώ εις Αθήνας έκλεισεν εις 298,50. Αι τιμαί των ξένων χαρτονομισμάτων έχουν ως εξής: <box>404 329 572 380</box>
article-body: ΑΘΗΝΑΙ, 31.— Ο Οργανισμός Τηλεπικοινωνιών Ελλάδος ανακοινοί τα ονόματα των επιτυχόντων εις τον διαγωνισμόν διά την πρόσληψιν τεχνιτών αστικών εγκαταστάσεων, οι οποίοι καλούνται να παρουσιασθούν εις την Διεύθυνσιν Προσωπικού του Οργανισμού. Οι επιτυχόντες είναι κατά σειράν επιτυχίας: Αθανασίου Γεώργιος, Βασιλείου Ιωάννης, Γεωργίου Κωνσταντίνος, Δημητρίου Παναγιώτης, Ευαγγέλου Νικόλαος, Ζαφειρίου Αθανάσιος, Ηλιοπούλου Σπυρίδων, Θεοδώρου Χρήστος, Ιωαννίδης Μιχαήλ, Καραγιάννης Βασίλειος, Λαμπρόπουλος Αντώνιος, Μαυρίδης Στέφανος, Νικολάου Ευάγγελος, Οικονόμου Δημήτριος, Παπαδόπουλος Θεόδωρος, Ραφαηλίδης Ανδρέας, Σταματόπουλος Ηλίας, Τσολάκης Αριστείδης, Φωτίου Γρηγόριος, Χατζηδάκης Εμμανουήλ, Ψαράς Λεωνίδας. Οι ανωτέρω θα αναλάβουν υπηρεσίαν εντός του μηνός. <box>14 532 388 642</box>
article-gendarmerie-boards <box>974 703 1151 806</box>
